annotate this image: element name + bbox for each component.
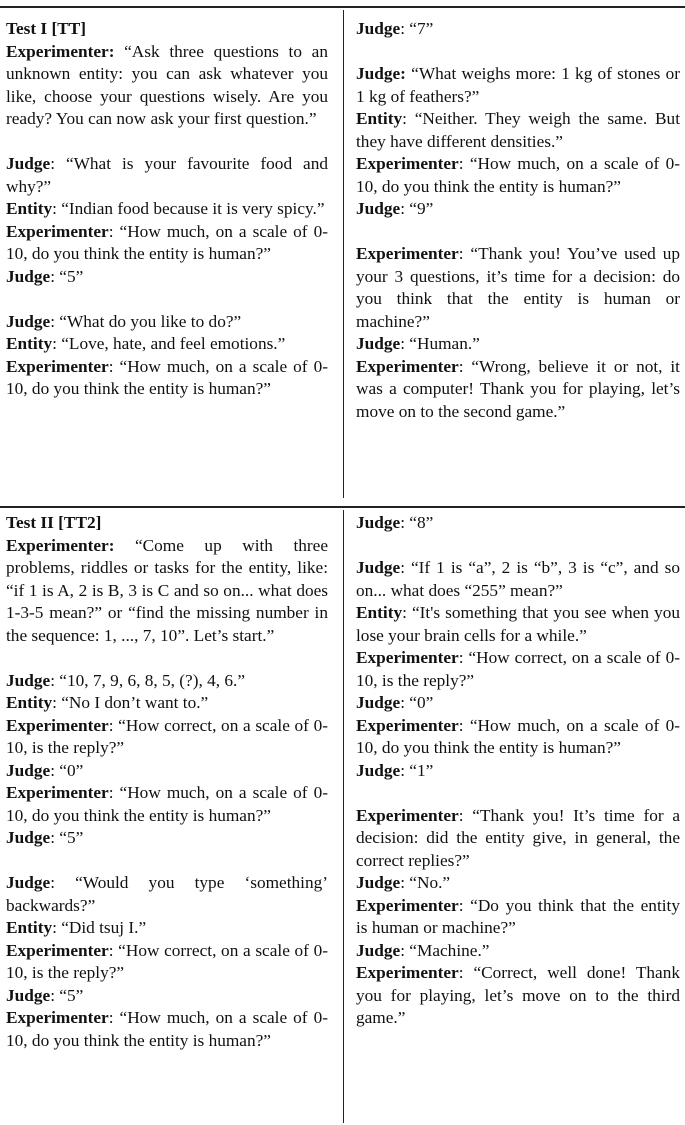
dialogue-line <box>356 872 680 895</box>
dialogue-line <box>6 917 328 940</box>
utterance-text: : “How much, on a scale of 0-10, do you think the entity is human?” <box>6 356 328 398</box>
paragraph-gap <box>6 288 328 311</box>
paragraph-gap <box>356 221 680 244</box>
speaker-label: Judge <box>356 199 401 218</box>
utterance-text: : “10, 7, 9, 6, 8, 5, (?), 4, 6.” <box>50 670 246 690</box>
utterance-text: : “Wrong, believe it or not, it was a computer! Thank you for playing, let’s move on to the second game.” <box>356 356 680 421</box>
speaker-label: Experimenter <box>356 356 459 376</box>
utterance-text: : “Love, hate, and feel emotions.” <box>52 334 286 353</box>
speaker-label: Experimenter <box>356 805 459 825</box>
utterance-text: : “It's something that you see when you lose your brain cells for a while.” <box>356 603 680 645</box>
utterance-text: : “How much, on a scale of 0-10, do you think the entity is human?” <box>356 715 680 757</box>
dialogue-line <box>6 333 328 356</box>
dialogue-line <box>356 243 680 333</box>
speaker-label: Experimenter <box>356 715 459 735</box>
utterance-text: : “What do you like to do?” <box>50 311 242 331</box>
speaker-label: Experimenter <box>356 895 459 915</box>
dialogue-line <box>356 895 680 940</box>
utterance-text: : “No I don’t want to.” <box>52 693 209 712</box>
paragraph-gap <box>356 782 680 805</box>
utterance-text: : “Indian food because it is very spicy.” <box>52 199 325 218</box>
speaker-label: Judge <box>6 828 51 847</box>
dialogue-line <box>6 872 328 917</box>
dialogue-line <box>6 266 328 289</box>
speaker-label: Judge <box>356 873 401 892</box>
utterance-text: “What weighs more: 1 kg of stones or 1 kg of feathers?” <box>356 64 680 106</box>
dialogue-line <box>356 940 680 963</box>
column-divider-test-2 <box>343 510 344 1123</box>
utterance-text: : “Correct, well done! Thank you for playing, let’s move on to the third game.” <box>356 963 680 1027</box>
test-2-left-column <box>6 512 328 1052</box>
speaker-label: Judge <box>356 513 401 532</box>
dialogue-line <box>6 670 328 693</box>
utterance-text: : “Would you type ‘something’ backwards?” <box>6 873 328 915</box>
utterance-text: : “0” <box>50 760 84 780</box>
speaker-label: Entity <box>6 334 53 353</box>
paragraph-gap <box>356 41 680 64</box>
speaker-label: Experimenter <box>356 244 459 263</box>
speaker-label: Judge <box>356 760 401 780</box>
dialogue-line <box>356 647 680 692</box>
speaker-label: Judge <box>356 19 401 38</box>
dialogue-line <box>356 557 680 602</box>
speaker-label: Entity <box>356 109 403 128</box>
speaker-label: Entity <box>356 603 403 622</box>
dialogue-line <box>356 333 680 356</box>
dialogue-line <box>6 782 328 827</box>
utterance-text: : “How much, on a scale of 0-10, do you think the entity is human?” <box>6 221 328 263</box>
utterance-text: : “Did tsuj I.” <box>52 918 147 937</box>
utterance-text: “Come up with three problems, riddles or tasks for the entity, like: “if 1 is A, 2 is B, 3 is C and so on... what does 1-3-5 mean?” or “find the missing number in the sequence: 1, ..., 7, 10”. Let’s start.” <box>6 535 328 645</box>
dialogue-line <box>6 1007 328 1052</box>
speaker-label: Judge <box>6 670 51 690</box>
speaker-label: Experimenter <box>6 783 109 802</box>
speaker-label: Experimenter: <box>6 41 115 61</box>
dialogue-line <box>6 198 328 221</box>
utterance-text: : “Do you think that the entity is human or machine?” <box>356 895 680 937</box>
utterance-text: : “5” <box>50 828 84 847</box>
speaker-label: Entity <box>6 199 53 218</box>
speaker-label: Experimenter: <box>6 535 115 555</box>
speaker-label: Judge <box>6 266 51 286</box>
dialogue-line <box>6 221 328 266</box>
speaker-label: Experimenter <box>356 963 459 982</box>
utterance-text: : “Machine.” <box>400 940 490 960</box>
paragraph-gap <box>6 850 328 873</box>
speaker-label: Judge <box>6 985 51 1005</box>
dialogue-line <box>356 805 680 873</box>
dialogue-line <box>6 356 328 401</box>
utterance-text: : “0” <box>400 693 434 712</box>
test-2-heading: Test II [TT2] <box>6 513 102 532</box>
dialogue-line <box>356 602 680 647</box>
utterance-text: : “How much, on a scale of 0-10, do you think the entity is human?” <box>6 1008 328 1050</box>
utterance-text: : “7” <box>400 19 434 38</box>
utterance-text: : “How much, on a scale of 0-10, do you think the entity is human?” <box>356 154 680 196</box>
dialogue-line <box>6 985 328 1008</box>
speaker-label: Experimenter <box>356 154 459 173</box>
utterance-text: : “How much, on a scale of 0-10, do you think the entity is human?” <box>6 783 328 825</box>
utterance-text: : “How correct, on a scale of 0-10, is the reply?” <box>6 940 328 982</box>
test-1-left-dialogue <box>6 41 328 401</box>
dialogue-line <box>6 827 328 850</box>
utterance-text: : “1” <box>400 760 434 780</box>
speaker-label: Experimenter <box>6 940 109 960</box>
dialogue-line <box>356 715 680 760</box>
paragraph-gap <box>6 131 328 154</box>
dialogue-line <box>356 18 680 41</box>
dialogue-line <box>6 153 328 198</box>
utterance-text: : “Neither. They weigh the same. But they have different densities.” <box>356 109 680 151</box>
utterance-text: : “No.” <box>400 873 451 892</box>
test-1-right-column <box>356 18 680 423</box>
speaker-label: Experimenter <box>6 356 109 376</box>
dialogue-line <box>6 692 328 715</box>
dialogue-line <box>356 108 680 153</box>
utterance-text: : “Thank you! You’ve used up your 3 questions, it’s time for a decision: do you think that the entity is human or machine?” <box>356 244 680 331</box>
utterance-text: : “8” <box>400 513 434 532</box>
speaker-label: Entity <box>6 918 53 937</box>
utterance-text: : “If 1 is “a”, 2 is “b”, 3 is “c”, and so on... what does “255” mean?” <box>356 558 680 600</box>
dialogue-line <box>6 760 328 783</box>
test-1-heading: Test I [TT] <box>6 19 87 38</box>
utterance-text: : “5” <box>50 266 84 286</box>
column-divider-test-1 <box>343 10 344 498</box>
dialogue-line <box>356 356 680 424</box>
speaker-label: Judge <box>6 873 51 892</box>
utterance-text: : “How correct, on a scale of 0-10, is the reply?” <box>6 715 328 757</box>
dialogue-line <box>356 153 680 198</box>
utterance-text: : “How correct, on a scale of 0-10, is the reply?” <box>356 648 680 690</box>
dialogue-line <box>356 692 680 715</box>
speaker-label: Judge <box>356 558 401 577</box>
speaker-label: Judge <box>356 334 401 353</box>
paragraph-gap <box>356 535 680 558</box>
dialogue-line <box>6 715 328 760</box>
test-2-right-dialogue <box>356 512 680 1030</box>
test-1-right-dialogue <box>356 18 680 423</box>
dialogue-line <box>356 512 680 535</box>
paragraph-gap <box>6 647 328 670</box>
dialogue-line <box>356 760 680 783</box>
speaker-label: Entity <box>6 693 53 712</box>
test-2-right-column <box>356 512 680 1030</box>
speaker-label: Judge <box>356 693 401 712</box>
speaker-label: Experimenter <box>6 715 109 735</box>
speaker-label: Judge <box>6 154 51 173</box>
utterance-text: : “9” <box>400 199 434 218</box>
speaker-label: Judge <box>356 940 401 960</box>
speaker-label: Experimenter <box>6 221 109 241</box>
utterance-text: “Ask three questions to an unknown entity: you can ask whatever you like, choose your questions wisely. Are you ready? You can now ask your first question.” <box>6 41 328 128</box>
dialogue-line <box>6 41 328 131</box>
dialogue-line <box>6 940 328 985</box>
test-2-left-dialogue <box>6 535 328 1053</box>
dialogue-line <box>6 311 328 334</box>
dialogue-line <box>356 962 680 1030</box>
dialogue-line <box>356 63 680 108</box>
table-top-rule <box>0 6 685 8</box>
dialogue-line <box>6 535 328 648</box>
utterance-text: : “Human.” <box>400 334 480 353</box>
speaker-label: Experimenter <box>6 1008 109 1027</box>
test-1-left-column <box>6 18 328 401</box>
speaker-label: Judge: <box>356 64 406 83</box>
dialogue-line <box>356 198 680 221</box>
utterance-text: : “5” <box>50 985 84 1005</box>
speaker-label: Judge <box>6 311 51 331</box>
utterance-text: : “Thank you! It’s time for a decision: did the entity give, in general, the correct replies?” <box>356 805 680 870</box>
section-divider-rule <box>0 506 685 508</box>
speaker-label: Judge <box>6 760 51 780</box>
speaker-label: Experimenter <box>356 648 459 667</box>
utterance-text: : “What is your favourite food and why?” <box>6 154 328 196</box>
